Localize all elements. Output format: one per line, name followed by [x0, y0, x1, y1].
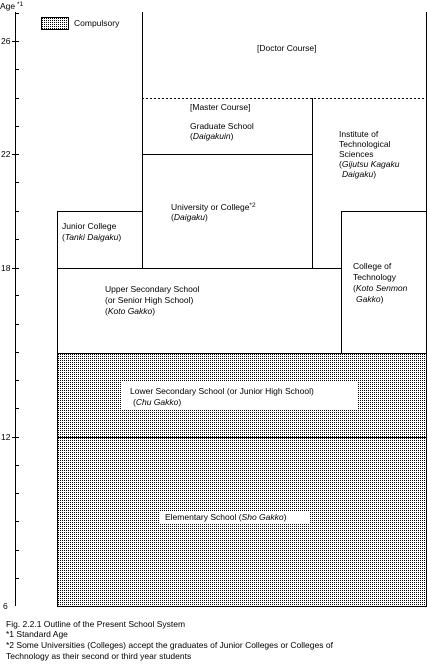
axis-label-sup: *1 [17, 1, 24, 8]
institute-label-2: Technological [339, 139, 391, 149]
university-japanese: (Daigaku) [171, 212, 208, 222]
lower-secondary-japanese: (Chu Gakko) [133, 397, 182, 407]
upper-secondary-label-1: Upper Secondary School [105, 284, 200, 294]
institute-japanese-2: Daigaku) [342, 169, 377, 179]
college-tech-japanese-1: (Koto Senmon [353, 283, 408, 293]
college-tech-japanese-2: Gakko) [356, 294, 384, 304]
doctor-course-label: [Doctor Course] [257, 43, 317, 53]
axis-minor-ticks [15, 14, 19, 579]
upper-secondary-box [105, 284, 200, 316]
figure-caption: Fig. 2.2.1 Outline of the Present School System [6, 619, 186, 629]
tick-18: 18 [1, 263, 11, 273]
college-tech-label-2: Technology [353, 272, 397, 282]
master-course-label: [Master Course] [190, 102, 251, 112]
graduate-school-label: Graduate School [190, 121, 254, 131]
elementary-box [159, 511, 309, 524]
lower-secondary-label: Lower Secondary School (or Junior High School) [130, 386, 314, 396]
lower-secondary-box [122, 381, 357, 409]
footnote-1: *1 Standard Age [6, 629, 68, 639]
institute-label-1: Institute of [339, 129, 379, 139]
upper-secondary-label-2: (or Senior High School) [105, 295, 194, 305]
tick-26: 26 [1, 36, 11, 46]
junior-college-japanese: (Tanki Daigaku) [62, 232, 122, 242]
institute-box [339, 129, 400, 179]
legend-swatch [42, 18, 69, 30]
axis-label: Age [0, 1, 16, 11]
graduate-school-box [190, 102, 254, 141]
legend [42, 18, 121, 30]
upper-secondary-japanese: (Koto Gakko) [105, 306, 156, 316]
tick-22: 22 [1, 149, 11, 159]
university-box [171, 202, 256, 222]
junior-college-label: Junior College [62, 221, 117, 231]
institute-label-3: Sciences [339, 149, 374, 159]
legend-label: Compulsory [74, 18, 120, 28]
footnote-2b: Technology as their second or third year students [6, 651, 192, 661]
institute-japanese-1: (Gijutsu Kagaku [339, 159, 400, 169]
college-of-technology-box [353, 261, 408, 304]
tick-12: 12 [1, 432, 11, 442]
elementary-label: Elementary School (Sho Gakko) [165, 512, 287, 522]
college-tech-label-1: College of [353, 261, 392, 271]
graduate-school-japanese: (Daigakuin) [190, 131, 234, 141]
junior-college-box [62, 221, 121, 242]
footnote-2a: *2 Some Universities (Colleges) accept the graduates of Junior Colleges or Colleges of [6, 640, 333, 650]
age-axis [0, 1, 24, 611]
tick-6: 6 [3, 601, 8, 611]
university-label: University or College$^{*2}$ [171, 202, 256, 212]
